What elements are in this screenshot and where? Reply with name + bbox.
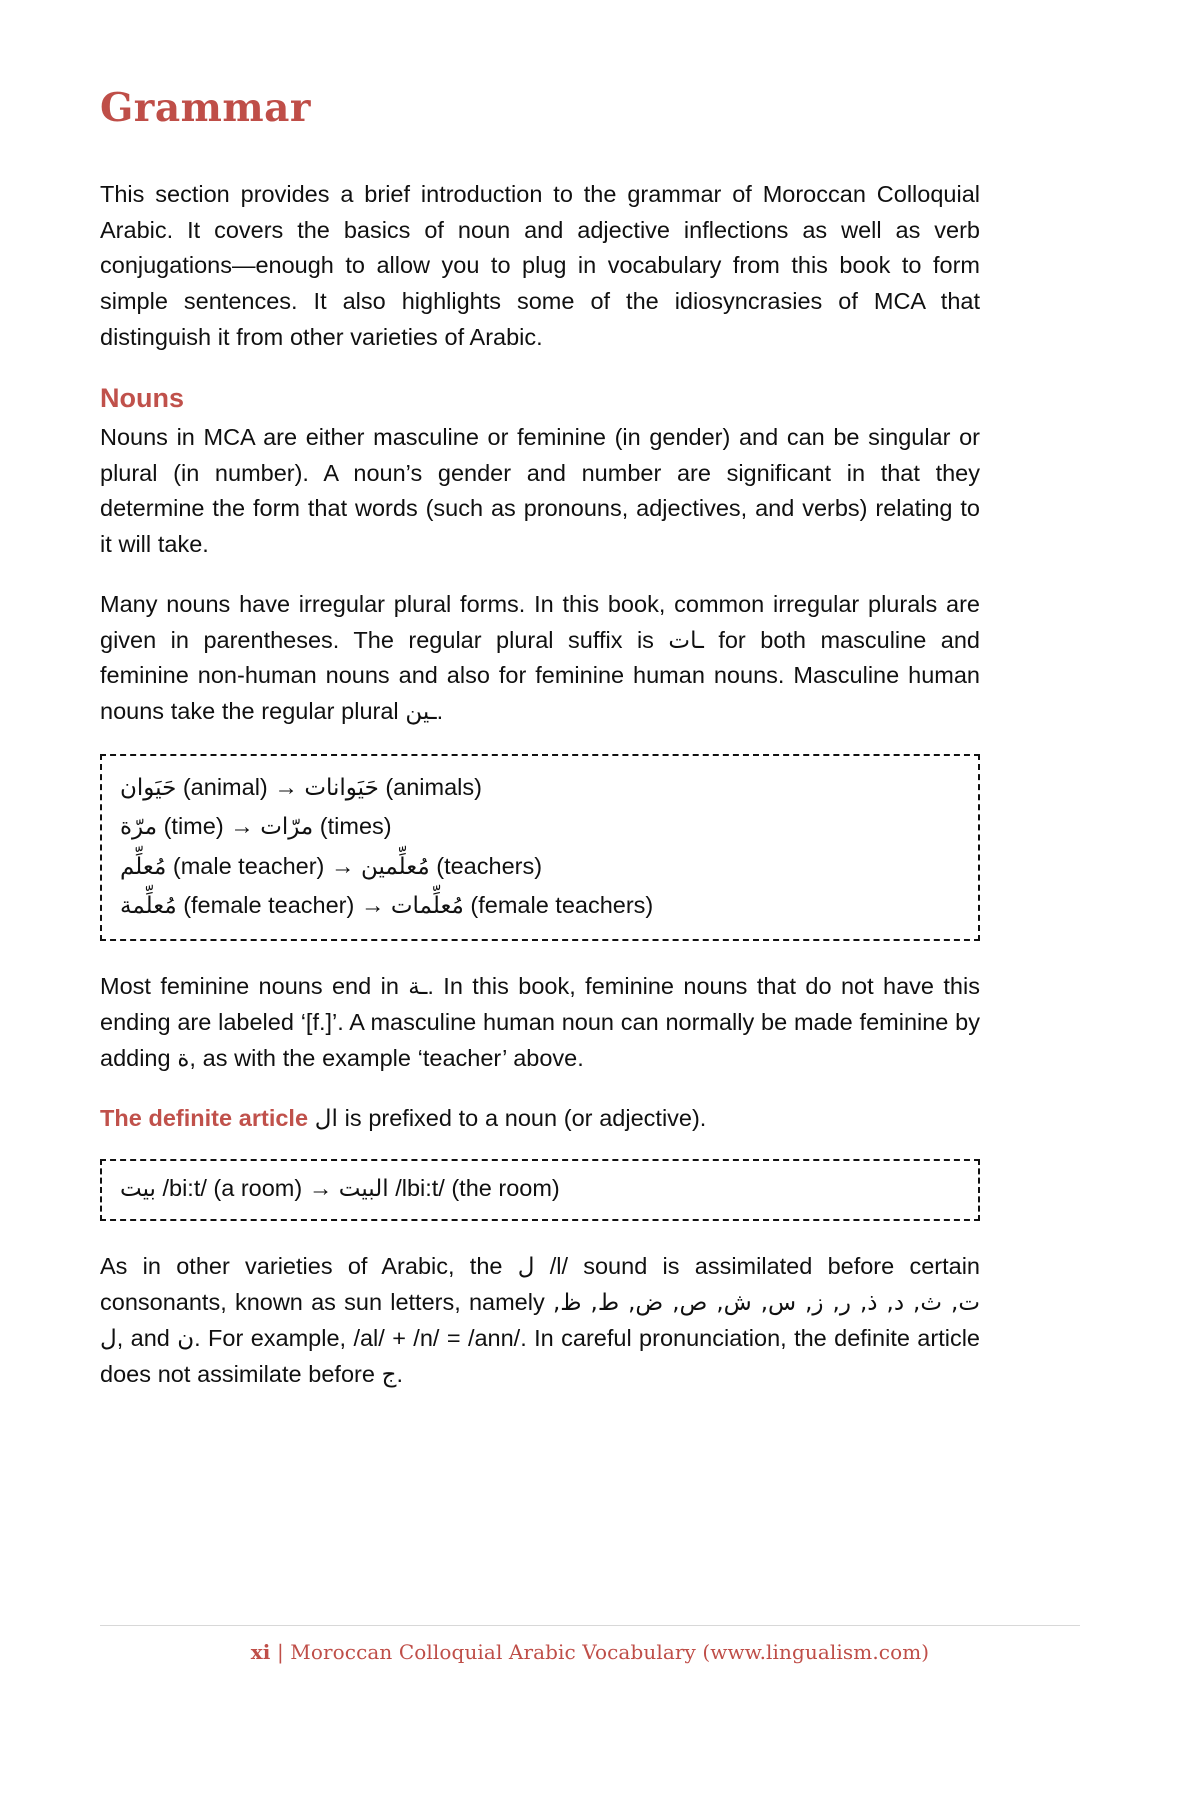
example-plural-arabic: حَيَوانات xyxy=(304,775,379,802)
section-heading-nouns: Nouns xyxy=(100,382,184,413)
example-row xyxy=(120,807,960,846)
nouns-p3-text-b: . In this book, feminine nouns that do not have this ending are labeled ‘[f.]’. A masculine human noun can normally be made feminine by adding xyxy=(100,973,980,1071)
example-plural-gloss: (female teachers) xyxy=(470,891,654,918)
page-number: xi xyxy=(250,1640,271,1664)
nouns-p2-text-a: Many nouns have irregular plural forms. In this book, common irregular plurals are given in parentheses. The regular plural suffix is xyxy=(100,590,980,653)
letter-jim: ج xyxy=(381,1361,397,1388)
example-definite-translit: /lbi:t/ xyxy=(395,1174,445,1201)
example-plural-gloss: (animals) xyxy=(385,774,482,801)
example-plural-arabic: مُعلِّمات xyxy=(390,892,464,919)
sun-letters-text-d: . For example, /al/ + /n/ = /ann/. In careful pronunciation, the definite article does not assimilate before xyxy=(100,1324,980,1387)
example-row xyxy=(120,1173,960,1205)
sun-letters-paragraph xyxy=(100,1249,980,1393)
example-indefinite-arabic: بيت xyxy=(120,1175,156,1202)
example-definite-gloss: (the room) xyxy=(451,1174,560,1201)
nouns-paragraph-1: Nouns in MCA are either masculine or feminine (in gender) and can be singular or plural (in number). A noun’s gender and number are significant in that they determine the form that words (such as pronouns, adjectives, and verbs) relating to it will take. xyxy=(100,423,980,558)
nouns-p2-text-c: . xyxy=(436,698,444,725)
definite-article-paragraph xyxy=(100,1101,980,1137)
arrow-icon: → xyxy=(360,891,385,918)
sun-letters-text-b: /l/ sound is assimilated before certain consonants, known as sun letters, namely xyxy=(100,1252,980,1315)
page-content xyxy=(100,85,980,1393)
definite-article-label: The definite article xyxy=(100,1104,309,1131)
letter-nun: ن xyxy=(177,1325,195,1352)
example-singular-arabic: مُعلِّم xyxy=(120,853,167,880)
sun-letters-text-a: As in other varieties of Arabic, the xyxy=(100,1252,518,1279)
example-box-definite-article xyxy=(100,1159,980,1221)
example-row xyxy=(120,768,960,807)
example-indefinite-gloss: (a room) xyxy=(213,1174,303,1201)
letter-lam: ل xyxy=(517,1253,535,1280)
intro-paragraph: This section provides a brief introduction to the grammar of Moroccan Colloquial Arabic. It covers the basics of noun and adjective inflections as well as verb conjugations—enough to allow you to plug in vocabulary from this book to form simple sentences. It also highlights some of the idiosyncrasies of MCA that distinguish it from other varieties of Arabic. xyxy=(100,180,980,350)
nouns-p3-text-c: , as with the example ‘teacher’ above. xyxy=(189,1044,584,1071)
nouns-paragraph-2 xyxy=(100,587,980,730)
sun-letters-text-c: , and xyxy=(116,1324,178,1351)
example-indefinite-translit: /bi:t/ xyxy=(162,1174,207,1201)
nouns-paragraph-3 xyxy=(100,969,980,1077)
example-row xyxy=(120,886,960,925)
example-plural-gloss: (teachers) xyxy=(436,852,543,879)
definite-article-rest: is prefixed to a noun (or adjective). xyxy=(337,1104,707,1131)
arrow-icon: → xyxy=(330,852,355,879)
example-box-plurals xyxy=(100,754,980,941)
footer-separator: | xyxy=(270,1640,291,1664)
arrow-icon: → xyxy=(230,813,254,840)
footer-title: Moroccan Colloquial Arabic Vocabulary (www.lingualism.com) xyxy=(290,1640,930,1664)
example-definite-arabic: البيت xyxy=(338,1175,389,1202)
arrow-icon: → xyxy=(308,1174,333,1201)
definite-article-arabic: ال xyxy=(314,1105,338,1132)
example-singular-arabic: حَيَوان xyxy=(120,775,177,802)
example-singular-gloss: (female teacher) xyxy=(183,891,355,918)
example-plural-gloss: (times) xyxy=(319,813,392,840)
example-plural-arabic: مُعلِّمين xyxy=(360,853,430,880)
example-singular-gloss: (animal) xyxy=(182,774,268,801)
page-title: Grammar xyxy=(100,85,311,131)
example-singular-arabic: مرّة xyxy=(120,814,158,841)
sun-letters-list: ت, ث, د, ذ, ر, ز, س, ش, ص, ض, ط, ظ, ل xyxy=(100,1289,980,1352)
plural-suffix-at: ـات xyxy=(668,627,704,654)
example-singular-gloss: (male teacher) xyxy=(172,852,325,879)
ta-marbuta-letter: ة xyxy=(177,1045,190,1072)
page-footer xyxy=(100,1625,1080,1664)
plural-suffix-in: ـين xyxy=(405,699,437,726)
example-plural-arabic: مرّات xyxy=(260,814,314,841)
arrow-icon: → xyxy=(274,774,298,801)
ta-marbuta-suffix: ـة xyxy=(408,974,428,1001)
example-row xyxy=(120,847,960,886)
example-singular-arabic: مُعلِّمة xyxy=(120,892,177,919)
nouns-p3-text-a: Most feminine nouns end in xyxy=(100,973,409,1000)
example-singular-gloss: (time) xyxy=(163,813,224,840)
footer-divider xyxy=(100,1625,1080,1626)
sun-letters-text-e: . xyxy=(396,1360,404,1387)
footer-text xyxy=(100,1640,1080,1664)
nouns-p2-text-b: for both masculine and feminine non-human nouns and also for feminine human nouns. Masculine human nouns take the regular plural xyxy=(100,626,980,725)
